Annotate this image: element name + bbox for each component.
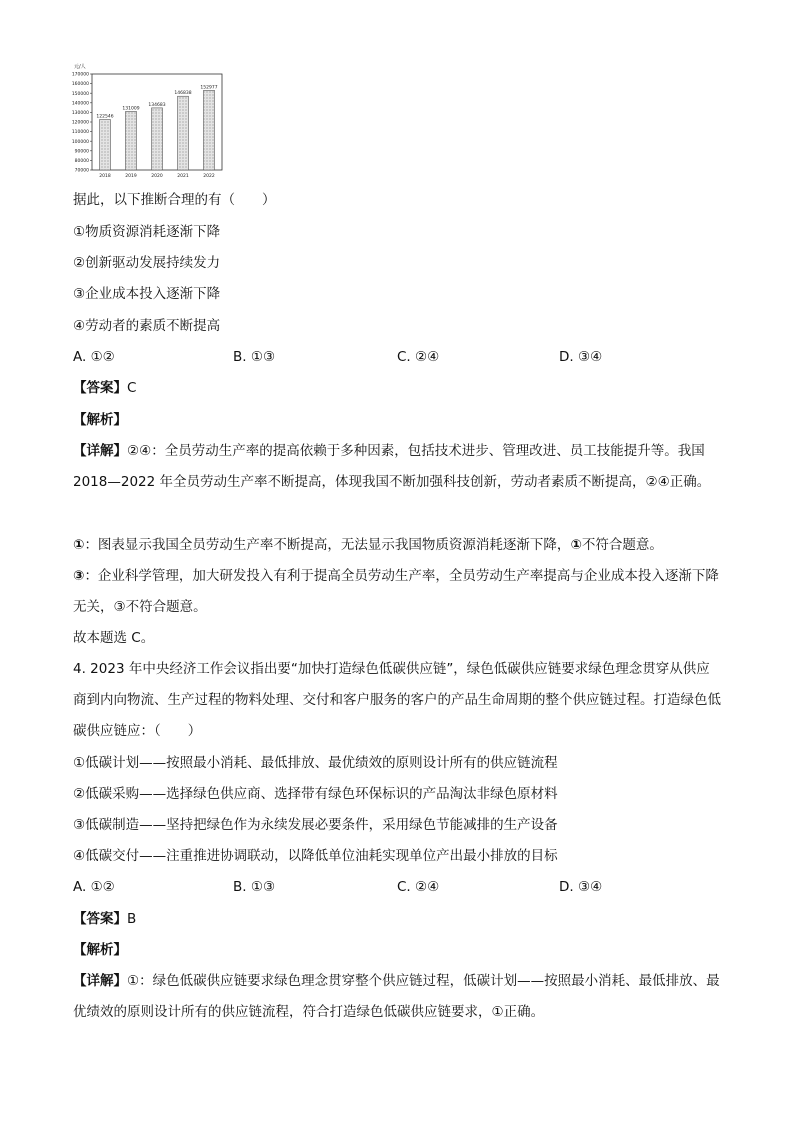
bar-2022 <box>204 90 215 170</box>
detail-text: ②④：全员劳动生产率的提高依赖于多种因素，包括技术进步、管理改进、员工技能提升等。我国 2018—2022 年全员劳动生产率不断提高，体现我国不断加强科技创新，劳动者素质不断提高，②④正确。 <box>73 443 711 490</box>
detail-text: ①：绿色低碳供应链要求绿色理念贯穿整个供应链过程，低碳计划——按照最小消耗、最低排放、最优绩效的原则设计所有的供应链流程，符合打造绿色低碳供应链要求，①正确。 <box>73 973 720 1020</box>
detail-text: ：企业科学管理，加大研发投入有利于提高全员劳动生产率，全员劳动生产率提高与企业成本投入逐渐下降无关，③不符合题意。 <box>73 568 719 615</box>
bar-2020 <box>152 108 163 170</box>
y-tick-label: 150000 <box>71 91 89 97</box>
data-label-2021: 146838 <box>174 91 192 97</box>
answer-value: B <box>127 911 137 927</box>
answer-tag: 【答案】 <box>73 911 127 927</box>
y-tick-label: 80000 <box>74 159 89 164</box>
q4-option-a: A. ①② <box>73 879 115 895</box>
q3-item-1: ①物质资源消耗逐渐下降 <box>73 224 221 240</box>
x-tick-label-2022: 2022 <box>203 174 215 179</box>
data-label-2020: 134683 <box>148 102 166 108</box>
q3-option-b: B. ①③ <box>233 349 276 365</box>
q4-stem: 4. 2023 年中央经济工作会议指出要“加快打造绿色低碳供应链”，绿色低碳供应链要求绿色理念贯穿从供应商到内向物流、生产过程的物料处理、交付和客户服务的客户的产品生命周期的整个供应链过程。打造绿色低碳供应链应：（ ） <box>73 661 721 739</box>
q4-analysis-tag: 【解析】 <box>73 942 127 958</box>
y-tick-label: 160000 <box>71 82 89 88</box>
y-tick-label: 70000 <box>74 168 89 174</box>
q4-item-2: ②低碳采购——选择绿色供应商、选择带有绿色环保标识的产品淘汰非绿色原材料 <box>73 786 558 802</box>
q3-item-4: ④劳动者的素质不断提高 <box>73 318 221 334</box>
detail-tag: 【详解】 <box>73 973 127 989</box>
labor-productivity-bar-chart <box>62 58 228 182</box>
circled-mark: ③ <box>73 568 85 584</box>
q3-detail-3 <box>73 561 723 623</box>
q3-conclusion: 故本题选 C。 <box>73 630 155 646</box>
bar-2018 <box>100 120 111 170</box>
q3-item-3: ③企业成本投入逐渐下降 <box>73 286 221 302</box>
y-tick-label: 100000 <box>71 139 89 145</box>
y-tick-label: 140000 <box>71 101 89 107</box>
q3-stem: 据此，以下推断合理的有（ ） <box>73 192 276 208</box>
q4-item-1: ①低碳计划——按照最小消耗、最低排放、最优绩效的原则设计所有的供应链流程 <box>73 755 558 771</box>
q3-options <box>73 347 673 367</box>
y-axis-unit-label: 元/人 <box>74 64 86 70</box>
q4-item-3: ③低碳制造——坚持把绿色作为永续发展必要条件，采用绿色节能减排的生产设备 <box>73 817 558 833</box>
answer-value: C <box>127 380 137 396</box>
detail-text: ：图表显示我国全员劳动生产率不断提高，无法显示我国物质资源消耗逐渐下降， <box>84 537 571 553</box>
detail-text: 不符合题意。 <box>581 537 663 553</box>
bar-2019 <box>126 111 137 170</box>
q4-detail-1 <box>73 966 723 1028</box>
q3-item-2: ②创新驱动发展持续发力 <box>73 255 221 271</box>
q3-answer <box>73 378 136 398</box>
x-tick-label-2021: 2021 <box>177 174 189 179</box>
y-tick-label: 90000 <box>74 149 89 155</box>
answer-tag: 【答案】 <box>73 380 127 396</box>
q3-option-d: D. ③④ <box>559 349 603 365</box>
data-label-2022: 152977 <box>200 85 218 91</box>
y-tick-label: 170000 <box>71 72 89 78</box>
circled-mark: ① <box>73 537 85 553</box>
q3-analysis-tag: 【解析】 <box>73 412 127 428</box>
q4-answer <box>73 909 136 929</box>
q3-option-c: C. ②④ <box>397 349 440 365</box>
q3-detail-2 <box>73 535 663 555</box>
q4-option-d: D. ③④ <box>559 879 603 895</box>
q3-option-a: A. ①② <box>73 349 115 365</box>
circled-mark: ① <box>570 537 582 553</box>
q4-option-c: C. ②④ <box>397 879 440 895</box>
x-tick-label-2020: 2020 <box>151 174 163 179</box>
q3-detail-1 <box>73 436 723 498</box>
q4-option-b: B. ①③ <box>233 879 276 895</box>
y-tick-label: 130000 <box>71 111 89 116</box>
x-tick-label-2018: 2018 <box>99 174 111 179</box>
y-tick-label: 120000 <box>71 120 89 126</box>
detail-tag: 【详解】 <box>73 443 127 459</box>
data-label-2019: 131009 <box>122 106 140 112</box>
x-tick-label-2019: 2019 <box>125 174 137 179</box>
data-label-2018: 122546 <box>96 114 114 120</box>
q4-options <box>73 877 673 897</box>
y-tick-label: 110000 <box>71 130 89 136</box>
q4-item-4: ④低碳交付——注重推进协调联动，以降低单位油耗实现单位产出最小排放的目标 <box>73 848 558 864</box>
bar-chart-svg <box>62 58 228 182</box>
bar-2021 <box>178 96 189 170</box>
